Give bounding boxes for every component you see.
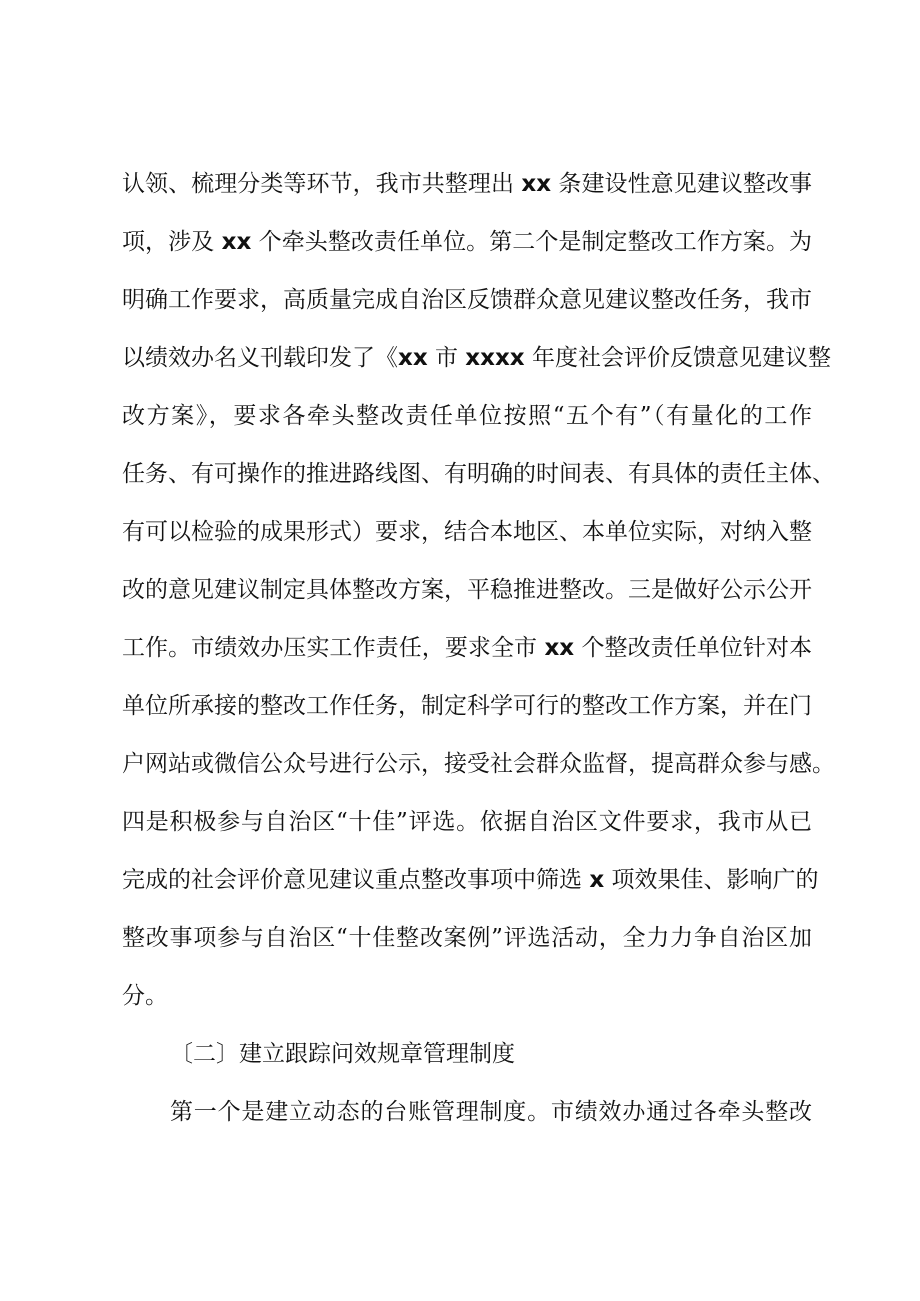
paragraph-1-line-12: 四是积极参与自治区“十佳”评选。依据自治区文件要求，我市从已 xyxy=(122,809,812,835)
paragraph-1-line-9: 工作。市绩效办压实工作责任，要求全市 xx 个整改责任单位针对本 xyxy=(122,635,813,661)
paragraph-1-line-2: 项，涉及 xx 个牵头整改责任单位。第二个是制定整改工作方案。为 xyxy=(122,229,813,255)
paragraph-1-line-8: 改的意见建议制定具体整改方案，平稳推进整改。三是做好公示公开 xyxy=(122,577,812,603)
paragraph-1-line-5: 改方案》，要求各牵头整改责任单位按照“五个有”（有量化的工作 xyxy=(122,403,812,429)
paragraph-1-line-14: 整改事项参与自治区“十佳整改案例”评选活动，全力力争自治区加 xyxy=(122,925,812,951)
paragraph-1-line-6: 任务、有可操作的推进路线图、有明确的时间表、有具体的责任主体、 xyxy=(122,461,835,487)
paragraph-1-line-10: 单位所承接的整改工作任务，制定科学可行的整改工作方案，并在门 xyxy=(122,693,812,719)
placeholder-token: xx xyxy=(398,345,428,371)
placeholder-token: x xyxy=(589,867,605,893)
paragraph-1-line-11: 户网站或微信公众号进行公示，接受社会群众监督，提高群众参与感。 xyxy=(122,751,835,777)
paragraph-1-line-1: 认领、梳理分类等环节，我市共整理出 xx 条建设性意见建议整改事 xyxy=(122,171,813,197)
placeholder-token: xx xyxy=(544,635,575,661)
section-heading: 〔二〕建立跟踪问效规章管理制度 xyxy=(170,1041,515,1067)
paragraph-1-line-3: 明确工作要求，高质量完成自治区反馈群众意见建议整改任务，我市 xyxy=(122,287,812,313)
placeholder-token: xx xyxy=(221,229,252,255)
placeholder-token: xx xyxy=(521,171,552,197)
paragraph-2-line-1: 第一个是建立动态的台账管理制度。市绩效办通过各牵头整改 xyxy=(170,1099,812,1125)
paragraph-1-line-7: 有可以检验的成果形式）要求，结合本地区、本单位实际，对纳入整 xyxy=(122,519,812,545)
paragraph-1-line-13: 完成的社会评价意见建议重点整改事项中筛选 x 项效果佳、影响广的 xyxy=(122,867,819,893)
paragraph-1-line-4: 以绩效办名义刊载印发了《xx 市 xxxx 年度社会评价反馈意见建议整 xyxy=(122,345,831,371)
paragraph-1-line-15: 分。 xyxy=(122,983,168,1009)
placeholder-token: xxxx xyxy=(465,345,525,371)
